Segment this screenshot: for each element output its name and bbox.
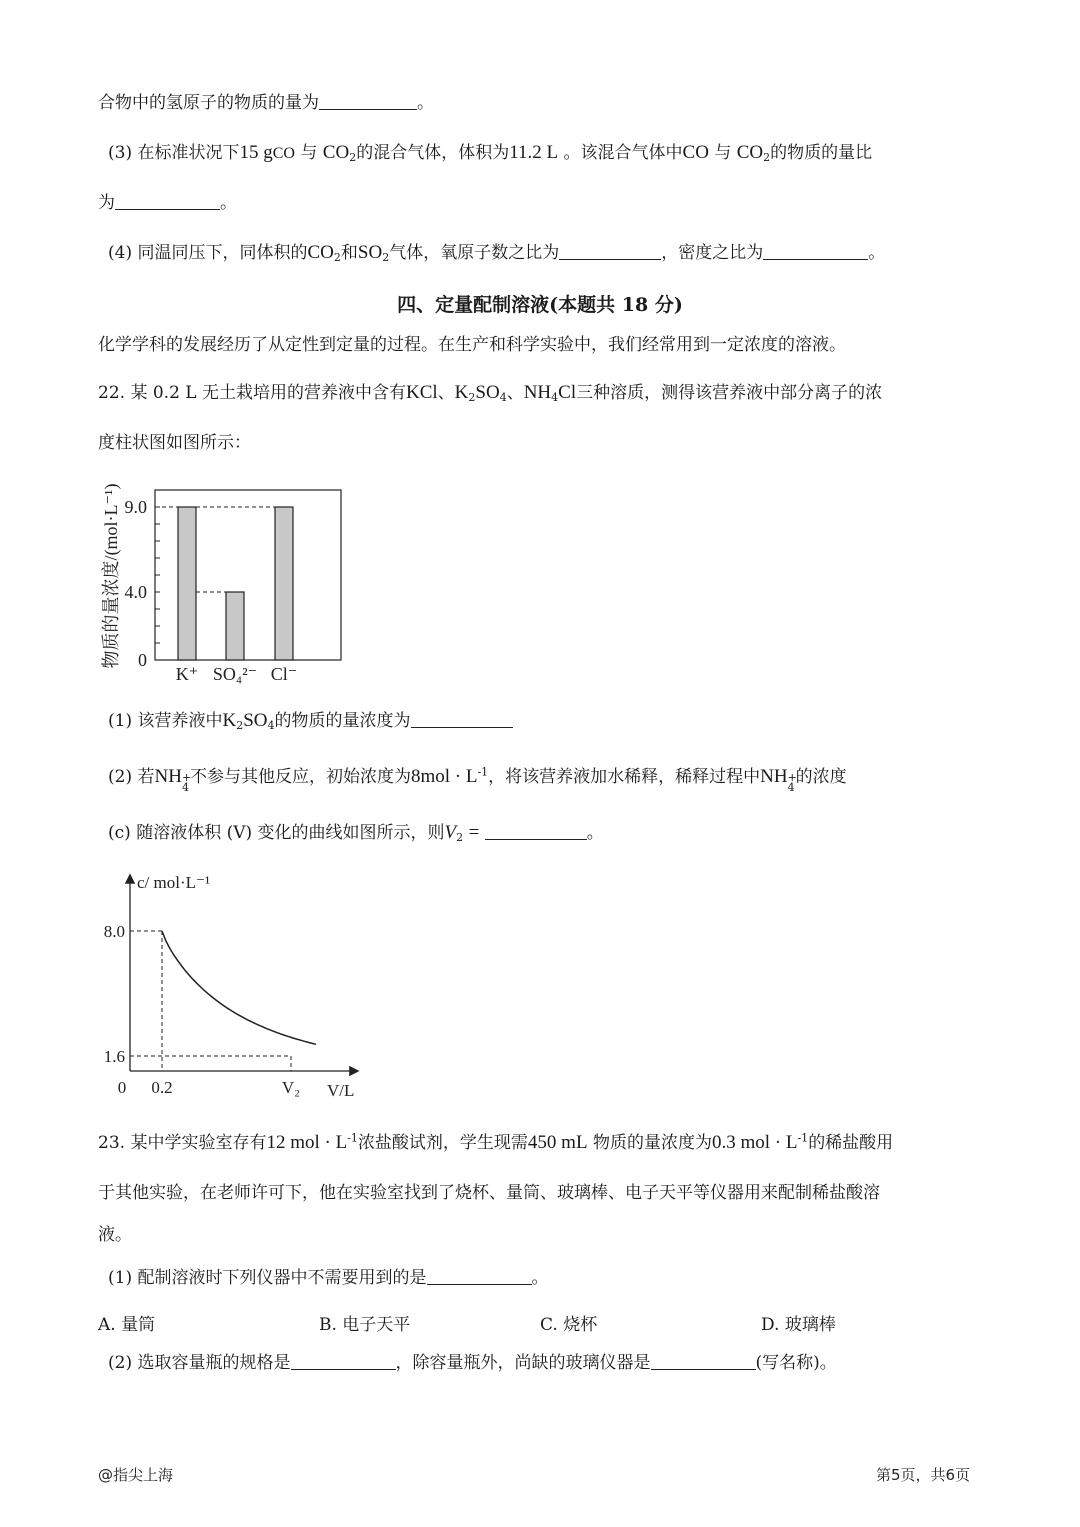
bar (226, 592, 244, 660)
dilution-curve (162, 931, 316, 1044)
choice-a[interactable]: A. 量筒 (98, 1315, 156, 1335)
x-tick-label: SO₄²⁻ (212, 664, 258, 684)
q23-part2-line: (2) 选取容量瓶的规格是 ，除容量瓶外，尚缺的玻璃仪器是 (写名称)。 (108, 1353, 837, 1373)
x-tick-label: 0.2 (151, 1078, 173, 1097)
choice-b[interactable]: B. 电子天平 (319, 1315, 411, 1335)
q23-stem-line2: 于其他实验，在老师许可下，他在实验室找到了烧杯、量筒、玻璃棒、电子天平等仪器用来配制稀盐酸溶 (98, 1183, 880, 1203)
x-tick-label: V₂ (281, 1078, 301, 1097)
q21-cont-line: 合物中的氢原子的物质的量为 。 (98, 93, 434, 113)
q22-stem-line2: 度柱状图如图所示： (98, 433, 251, 453)
y-tick-label: 1.6 (103, 1047, 125, 1066)
x-tick-label: K⁺ (175, 664, 199, 684)
answer-blank[interactable] (427, 1268, 532, 1285)
bar (178, 507, 196, 660)
bar (275, 507, 293, 660)
q21-part3-line2: 为 。 (98, 193, 237, 213)
x-tick-label: 0 (117, 1078, 127, 1097)
footer-page-number: 第5页，共6页 (876, 1466, 971, 1484)
q22-part2-line2: (c) 随溶液体积 (V) 变化的曲线如图所示，则$V_2$ = 。 (108, 822, 604, 844)
q22-stem-line1: 22. 某 0.2 L 无土栽培用的营养液中含有KCl、$K_2SO_4$、$NH_4Cl$三种溶质，测得该营养液中部分离子的浓 (98, 382, 883, 404)
answer-blank[interactable] (411, 711, 513, 728)
answer-blank[interactable] (115, 193, 220, 210)
section-intro: 化学学科的发展经历了从定性到定量的过程。在生产和科学实验中，我们经常用到一定浓度的溶液。 (98, 335, 846, 355)
footer-source: @指尖上海 (98, 1466, 174, 1484)
y-tick-label: 9.0 (124, 497, 147, 517)
q23-part1-line: (1) 配制溶液时下列仪器中不需要用到的是 。 (108, 1268, 549, 1288)
y-tick-label: 0 (138, 650, 147, 670)
choice-c[interactable]: C. 烧杯 (540, 1315, 598, 1335)
y-tick-label: 4.0 (124, 582, 147, 602)
q22-part2-line1: (2) 若NH + 4 不参与其他反应，初始浓度为$8mol \cdot L^{-1}$，将该营养液加水稀释，稀释过程中NH + 4 的浓度 (108, 765, 847, 794)
answer-blank[interactable] (291, 1353, 396, 1370)
q23-stem-line3: 液。 (98, 1225, 132, 1245)
section-title: 四、定量配制溶液(本题共 18 分) (397, 294, 683, 316)
q21-part4-line: (4) 同温同压下，同体积的$CO_2$和$SO_2$气体，氧原子数之比为 ，密度之比为 。 (108, 242, 886, 264)
x-tick-label: Cl⁻ (270, 664, 298, 684)
y-axis-title: 物质的量浓度/(mol·L⁻¹) (101, 483, 121, 669)
q21-part3-line1: (3) 在标准状况下15 gCO 与 $CO_2$的混合气体，体积为11.2 L 。该混合气体中CO 与 $CO_2$的物质的量比 (108, 142, 873, 164)
dilution-curve-chart (95, 866, 370, 1102)
q22-part1-line: (1) 该营养液中$K_2SO_4$的物质的量浓度为 (108, 710, 513, 732)
answer-blank[interactable] (485, 823, 587, 840)
y-axis-title: c/ mol·L⁻¹ (137, 873, 211, 892)
ion-concentration-bar-chart (92, 466, 362, 688)
y-tick-label: 8.0 (103, 922, 125, 941)
q23-stem-line1: 23. 某中学实验室存有12 mol · $L^{-1}$浓盐酸试剂，学生现需450 mL 物质的量浓度为0.3 mol · $L^{-1}$的稀盐酸用 (98, 1131, 894, 1153)
answer-blank[interactable] (763, 243, 868, 260)
answer-blank[interactable] (319, 93, 417, 110)
answer-blank[interactable] (559, 243, 661, 260)
x-axis-title: V/L (327, 1081, 355, 1100)
choice-d[interactable]: D. 玻璃棒 (761, 1315, 836, 1335)
answer-blank[interactable] (651, 1353, 756, 1370)
